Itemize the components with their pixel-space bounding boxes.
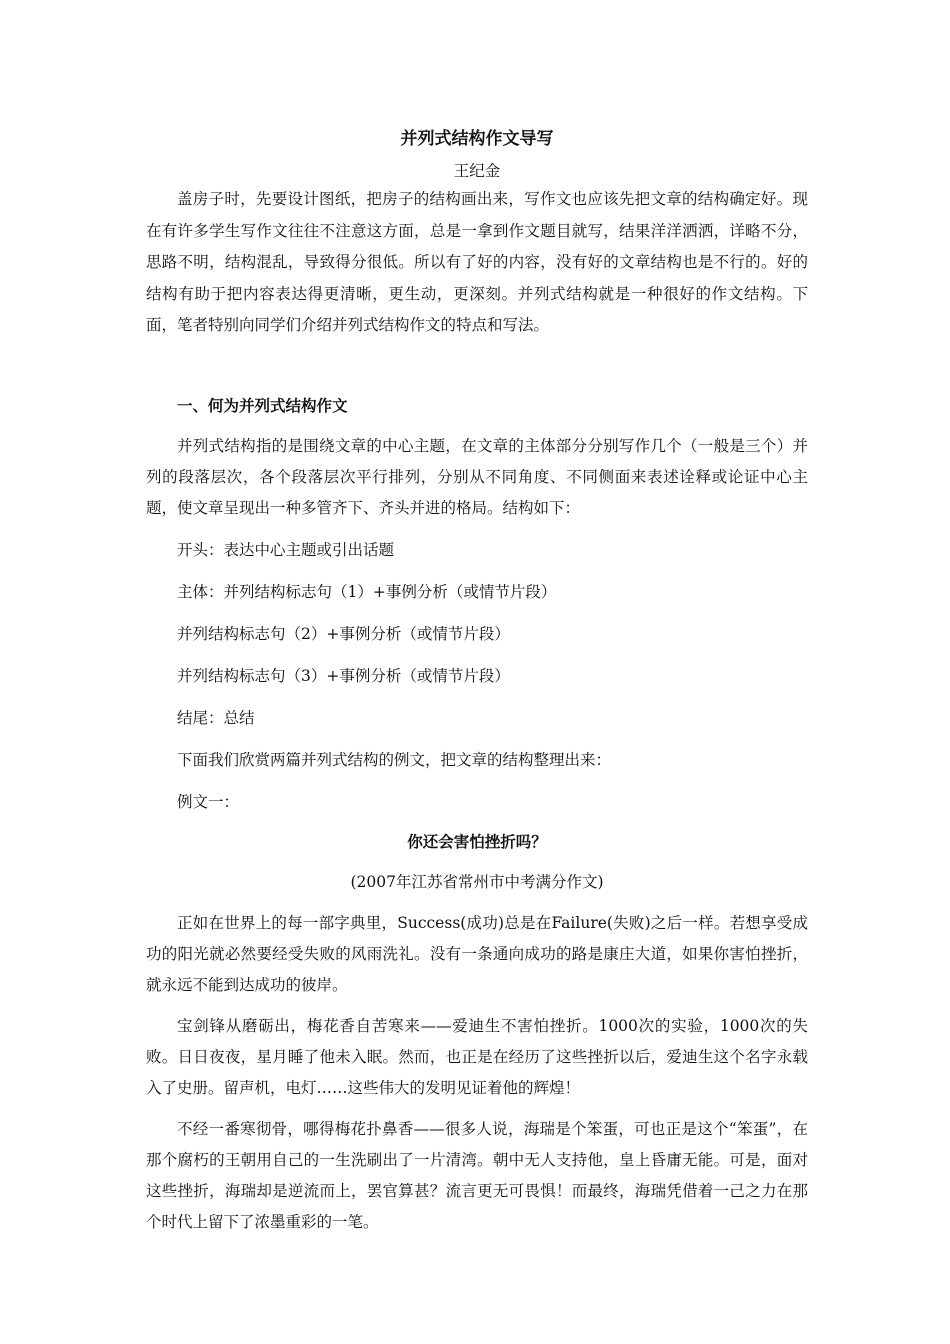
- section-heading: 一、何为并列式结构作文: [177, 395, 348, 415]
- essay-paragraph-1: 正如在世界上的每一部字典里，Success(成功)总是在Failure(失败)之后一样。若想享受成功的阳光就必然要经受失败的风雨洗礼。没有一条通向成功的路是康庄大道，如果你害怕挫折，就永远不能到达成功的彼岸。: [146, 913, 808, 994]
- author-name: 王纪金: [453, 162, 501, 180]
- document-content: [146, 124, 808, 1238]
- structure-body-2: 并列结构标志句（2）+事例分析（或情节片段）: [177, 624, 510, 643]
- intro-paragraph: 盖房子时，先要设计图纸，把房子的结构画出来，写作文也应该先把文章的结构确定好。现在有许多学生写作文往往不注意这方面，总是一拿到作文题目就写，结果洋洋洒洒，详略不分，思路不明，结构混乱，导致得分很低。所以有了好的内容，没有好的文章结构也是不行的。好的结构有助于把内容表达得更清晰，更生动，更深刻。并列式结构就是一种很好的作文结构。下面，笔者特别向同学们介绍并列式结构作文的特点和写法。: [146, 190, 808, 334]
- structure-opening: 开头：表达中心主题或引出话题: [177, 540, 395, 559]
- structure-body-1: 主体：并列结构标志句（1）+事例分析（或情节片段）: [177, 582, 557, 601]
- document-title: 并列式结构作文导写: [400, 129, 554, 149]
- example-source: (2007年江苏省常州市中考满分作文): [350, 872, 604, 891]
- definition-paragraph: 并列式结构指的是围绕文章的中心主题，在文章的主体部分分别写作几个（一般是三个）并列的段落层次，各个段落层次平行排列，分别从不同角度、不同侧面来表述诠释或论证中心主题，使文章呈现出一种多管齐下、齐头并进的格局。结构如下：: [146, 436, 808, 517]
- essay-paragraph-3: 不经一番寒彻骨，哪得梅花扑鼻香——很多人说，海瑞是个笨蛋，可也正是这个“笨蛋”，在那个腐朽的王朝用自己的一生洗刷出了一片清湾。朝中无人支持他，皇上昏庸无能。可是，面对这些挫折，海瑞却是逆流而上，罢官算甚？流言更无可畏惧！而最终，海瑞凭借着一己之力在那个时代上留下了浓墨重彩的一笔。: [146, 1119, 808, 1231]
- essay-paragraph-2: 宝剑锋从磨砺出，梅花香自苦寒来——爱迪生不害怕挫折。1000次的实验，1000次的失败。日日夜夜，星月睡了他未入眠。然而，也正是在经历了这些挫折以后，爱迪生这个名字永载入了史册。留声机，电灯……这些伟大的发明见证着他的辉煌！: [146, 1016, 808, 1097]
- example-label: 例文一：: [177, 792, 240, 811]
- structure-ending: 结尾：总结: [177, 708, 255, 727]
- lead-in-text: 下面我们欣赏两篇并列式结构的例文，把文章的结构整理出来：: [177, 750, 612, 769]
- structure-body-3: 并列结构标志句（3）+事例分析（或情节片段）: [177, 666, 510, 685]
- example-title: 你还会害怕挫折吗？: [407, 831, 547, 851]
